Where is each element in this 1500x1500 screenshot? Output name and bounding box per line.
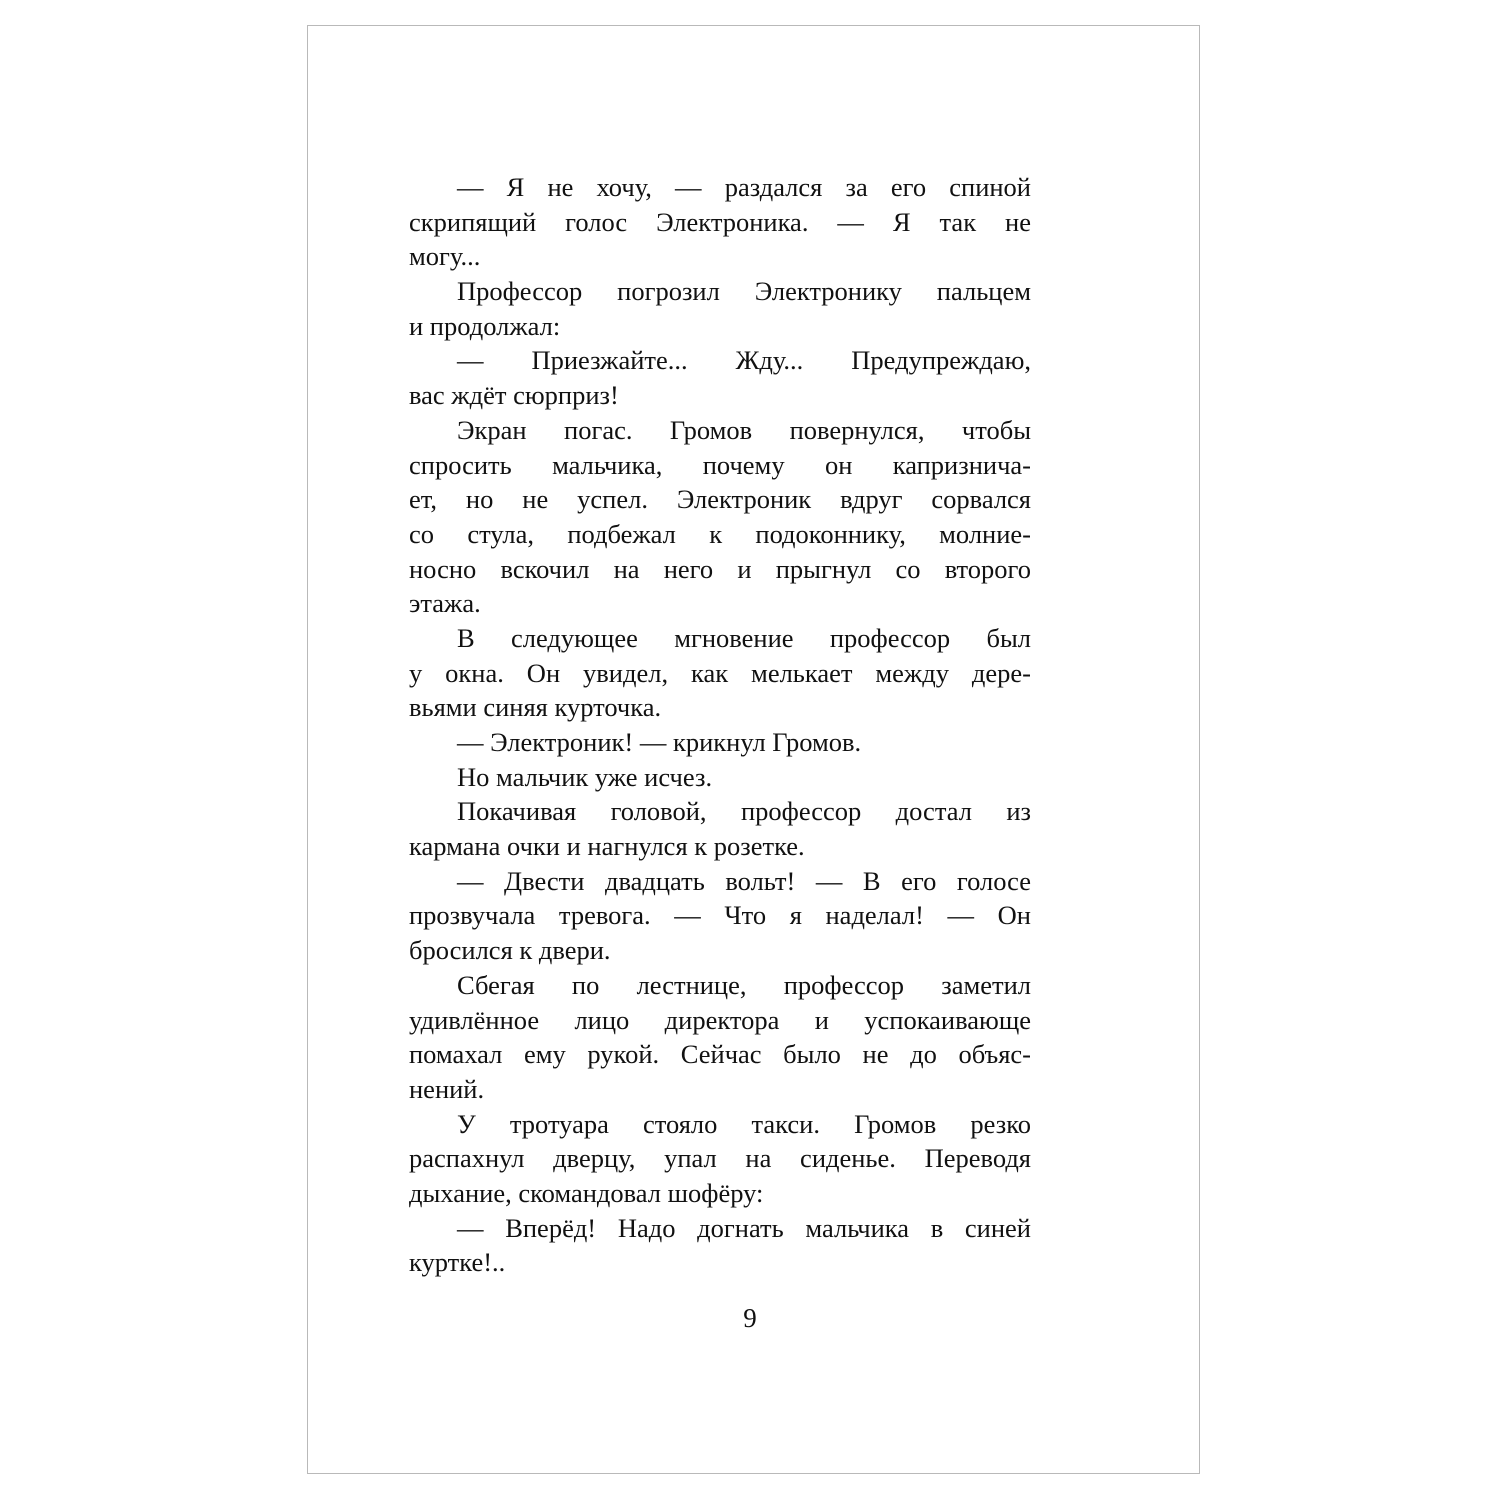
text-line: прозвучала тревога. — Что я наделал! — Он — [409, 900, 1031, 931]
text-line: кармана очки и нагнулся к розетке. — [409, 831, 805, 862]
text-line: Покачивая головой, профессор достал из — [457, 796, 1031, 827]
text-line: — Приезжайте... Жду... Предупреждаю, — [457, 345, 1031, 376]
paragraph — [409, 725, 1031, 760]
text-line: со стула, подбежал к подоконнику, молние- — [409, 518, 1031, 549]
paragraph — [409, 343, 1031, 412]
paragraph — [409, 170, 1031, 274]
text-line: распахнул дверцу, упал на сиденье. Переводя — [409, 1143, 1031, 1174]
text-line: вас ждёт сюрприз! — [409, 380, 619, 411]
text-line: этажа. — [409, 588, 481, 619]
text-line: нений. — [409, 1073, 485, 1104]
text-line: — Вперёд! Надо догнать мальчика в синей — [457, 1212, 1031, 1243]
text-line: у окна. Он увидел, как мелькает между дере- — [409, 657, 1031, 688]
text-line: Сбегая по лестнице, профессор заметил — [457, 969, 1031, 1000]
text-line: Экран погас. Громов повернулся, чтобы — [457, 414, 1031, 445]
text-line: — Я не хочу, — раздался за его спиной — [457, 172, 1031, 202]
text-line: дыхание, скомандовал шофёру: — [409, 1177, 764, 1208]
text-line: В следующее мгновение профессор был — [457, 622, 1031, 653]
text-line: ет, но не успел. Электроник вдруг сорвался — [409, 484, 1031, 515]
text-line: — Электроник! — крикнул Громов. — [457, 727, 862, 757]
text-line: Профессор погрозил Электронику пальцем — [457, 276, 1031, 307]
paragraph — [409, 760, 1031, 795]
text-line: Но мальчик уже исчез. — [457, 761, 713, 792]
text-line: скрипящий голос Электроника. — Я так не — [409, 206, 1031, 237]
text-line: удивлённое лицо директора и успокаивающе — [409, 1004, 1031, 1035]
paragraph — [409, 621, 1031, 725]
paragraph — [409, 1211, 1031, 1280]
page-number: 9 — [743, 1303, 757, 1333]
paragraph — [409, 794, 1031, 863]
paragraph — [409, 864, 1031, 968]
paragraph — [409, 413, 1031, 621]
text-line: спросить мальчика, почему он капризнича- — [409, 449, 1031, 480]
text-line: бросился к двери. — [409, 935, 611, 966]
text-line: носно вскочил на него и прыгнул со второго — [409, 553, 1031, 584]
paragraph — [409, 274, 1031, 343]
text-line: и продолжал: — [409, 310, 561, 341]
text-line: куртке!.. — [409, 1247, 506, 1278]
page-body-text — [409, 170, 1031, 1280]
text-line: помахал ему рукой. Сейчас было не до объяс- — [409, 1039, 1031, 1070]
paragraph — [409, 968, 1031, 1107]
text-line: могу... — [409, 241, 481, 272]
paragraph — [409, 1107, 1031, 1211]
text-line: У тротуара стояло такси. Громов резко — [457, 1108, 1031, 1139]
text-line: — Двести двадцать вольт! — В его голосе — [457, 865, 1031, 896]
text-line: вьями синяя курточка. — [409, 692, 662, 723]
